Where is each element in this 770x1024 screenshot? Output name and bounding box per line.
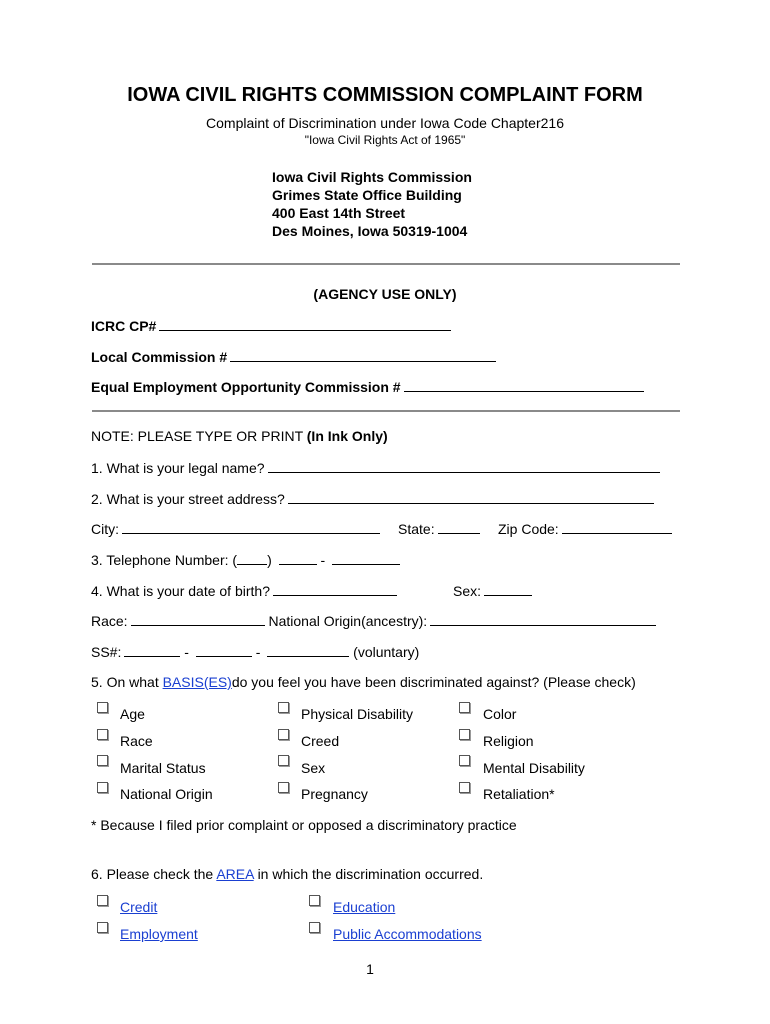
form-title: IOWA CIVIL RIGHTS COMMISSION COMPLAINT FORM — [127, 84, 643, 106]
state-label: State: — [398, 521, 435, 537]
dash: - — [184, 644, 189, 660]
public-accommodations-link[interactable]: Public Accommodations — [333, 926, 482, 942]
divider — [92, 263, 680, 265]
state-row — [398, 520, 480, 537]
color-option: Color — [483, 706, 517, 722]
eeoc-field[interactable] — [404, 378, 644, 392]
basis-question — [91, 674, 636, 690]
area-question-suffix: in which the discrimination occurred. — [257, 866, 484, 882]
ss-field-3[interactable] — [267, 643, 349, 657]
age-option: Age — [120, 706, 145, 722]
credit-link[interactable]: Credit — [120, 899, 158, 915]
icrc-field[interactable] — [159, 317, 451, 331]
act-name: "Iowa Civil Rights Act of 1965" — [304, 133, 466, 147]
employment-checkbox[interactable] — [97, 922, 108, 933]
marital-status-option: Marital Status — [120, 760, 206, 776]
sex-field[interactable] — [484, 582, 532, 596]
address-line-3: 400 East 14th Street — [272, 205, 406, 221]
state-field[interactable] — [438, 520, 480, 534]
note — [91, 428, 388, 444]
retaliation-footnote: * Because I filed prior complaint or opposed a discriminatory practice — [91, 817, 517, 833]
race-row — [91, 612, 656, 629]
address-line-1: Iowa Civil Rights Commission — [272, 169, 472, 185]
sex-option: Sex — [301, 760, 326, 776]
area-link[interactable]: AREA — [216, 866, 254, 882]
telephone-row — [91, 551, 400, 568]
physical-disability-checkbox[interactable] — [278, 702, 289, 713]
pregnancy-option: Pregnancy — [301, 786, 368, 802]
legal-name-label: 1. What is your legal name? — [91, 460, 265, 476]
page-number: 1 — [366, 961, 374, 977]
area-question — [91, 866, 483, 882]
note-text: NOTE: PLEASE TYPE OR PRINT — [91, 428, 303, 444]
mental-disability-checkbox[interactable] — [459, 755, 470, 766]
divider — [92, 410, 680, 412]
address-line-2: Grimes State Office Building — [272, 187, 462, 203]
note-ink-only: (In Ink Only) — [306, 428, 388, 444]
basis-question-prefix: 5. On what — [91, 674, 159, 690]
area-code-field[interactable] — [237, 551, 267, 565]
form-subtitle: Complaint of Discrimination under Iowa Code Chapter216 — [206, 115, 564, 131]
legal-name-row — [91, 459, 660, 476]
basis-question-suffix: do you feel you have been discriminated against? (Please check) — [231, 674, 636, 690]
street-address-row — [91, 490, 654, 507]
local-commission-field[interactable] — [230, 348, 496, 362]
race-checkbox[interactable] — [97, 729, 108, 740]
race-label: Race: — [91, 613, 128, 629]
ss-field-2[interactable] — [196, 643, 252, 657]
dash: - — [255, 644, 261, 660]
zip-label: Zip Code: — [498, 521, 559, 537]
telephone-label: 3. Telephone Number: ( — [91, 552, 238, 568]
street-address-label: 2. What is your street address? — [91, 491, 285, 507]
mental-disability-option: Mental Disability — [483, 760, 585, 776]
marital-status-checkbox[interactable] — [97, 755, 108, 766]
age-checkbox[interactable] — [97, 702, 108, 713]
city-label-row — [91, 520, 380, 537]
employment-link[interactable]: Employment — [120, 926, 198, 942]
eeoc-label: Equal Employment Opportunity Commission # — [91, 379, 401, 395]
local-commission-row — [91, 348, 496, 365]
physical-disability-option: Physical Disability — [301, 706, 414, 722]
phone-line-field[interactable] — [332, 551, 400, 565]
national-origin-field[interactable] — [430, 612, 656, 626]
credit-checkbox[interactable] — [97, 895, 108, 906]
city-field[interactable] — [122, 520, 380, 534]
eeoc-row — [91, 378, 644, 395]
national-origin-checkbox[interactable] — [97, 782, 108, 793]
national-origin-label: National Origin(ancestry): — [268, 613, 428, 629]
dob-field[interactable] — [273, 582, 397, 596]
education-checkbox[interactable] — [309, 895, 320, 906]
retaliation-checkbox[interactable] — [459, 782, 470, 793]
agency-heading: (AGENCY USE ONLY) — [313, 286, 457, 302]
dob-row — [91, 582, 397, 599]
icrc-row — [91, 317, 451, 334]
street-address-field[interactable] — [288, 490, 654, 504]
national-origin-option: National Origin — [120, 786, 213, 802]
public-accommodations-checkbox[interactable] — [309, 922, 320, 933]
ss-label: SS#: — [91, 644, 122, 660]
ss-field-1[interactable] — [124, 643, 180, 657]
race-field[interactable] — [131, 612, 265, 626]
ss-row — [91, 643, 419, 660]
city-label: City: — [91, 521, 119, 537]
sex-checkbox[interactable] — [278, 755, 289, 766]
legal-name-field[interactable] — [268, 459, 660, 473]
creed-option: Creed — [301, 733, 340, 749]
retaliation-option: Retaliation* — [483, 786, 555, 802]
phone-prefix-field[interactable] — [279, 551, 317, 565]
religion-option: Religion — [483, 733, 534, 749]
dash: - — [320, 552, 326, 568]
education-link[interactable]: Education — [333, 899, 396, 915]
creed-checkbox[interactable] — [278, 729, 289, 740]
zip-row — [498, 520, 672, 537]
local-commission-label: Local Commission # — [91, 349, 228, 365]
basis-link[interactable]: BASIS(ES) — [162, 674, 232, 690]
pregnancy-checkbox[interactable] — [278, 782, 289, 793]
zip-field[interactable] — [562, 520, 672, 534]
icrc-label: ICRC CP# — [91, 318, 157, 334]
color-checkbox[interactable] — [459, 702, 470, 713]
race-option: Race — [120, 733, 153, 749]
area-question-prefix: 6. Please check the — [91, 866, 214, 882]
sex-row — [453, 582, 532, 599]
address-line-4: Des Moines, Iowa 50319-1004 — [272, 223, 468, 239]
sex-label: Sex: — [453, 583, 482, 599]
religion-checkbox[interactable] — [459, 729, 470, 740]
paren-close: ) — [267, 552, 272, 568]
voluntary-note: (voluntary) — [353, 644, 420, 660]
dob-label: 4. What is your date of birth? — [91, 583, 270, 599]
